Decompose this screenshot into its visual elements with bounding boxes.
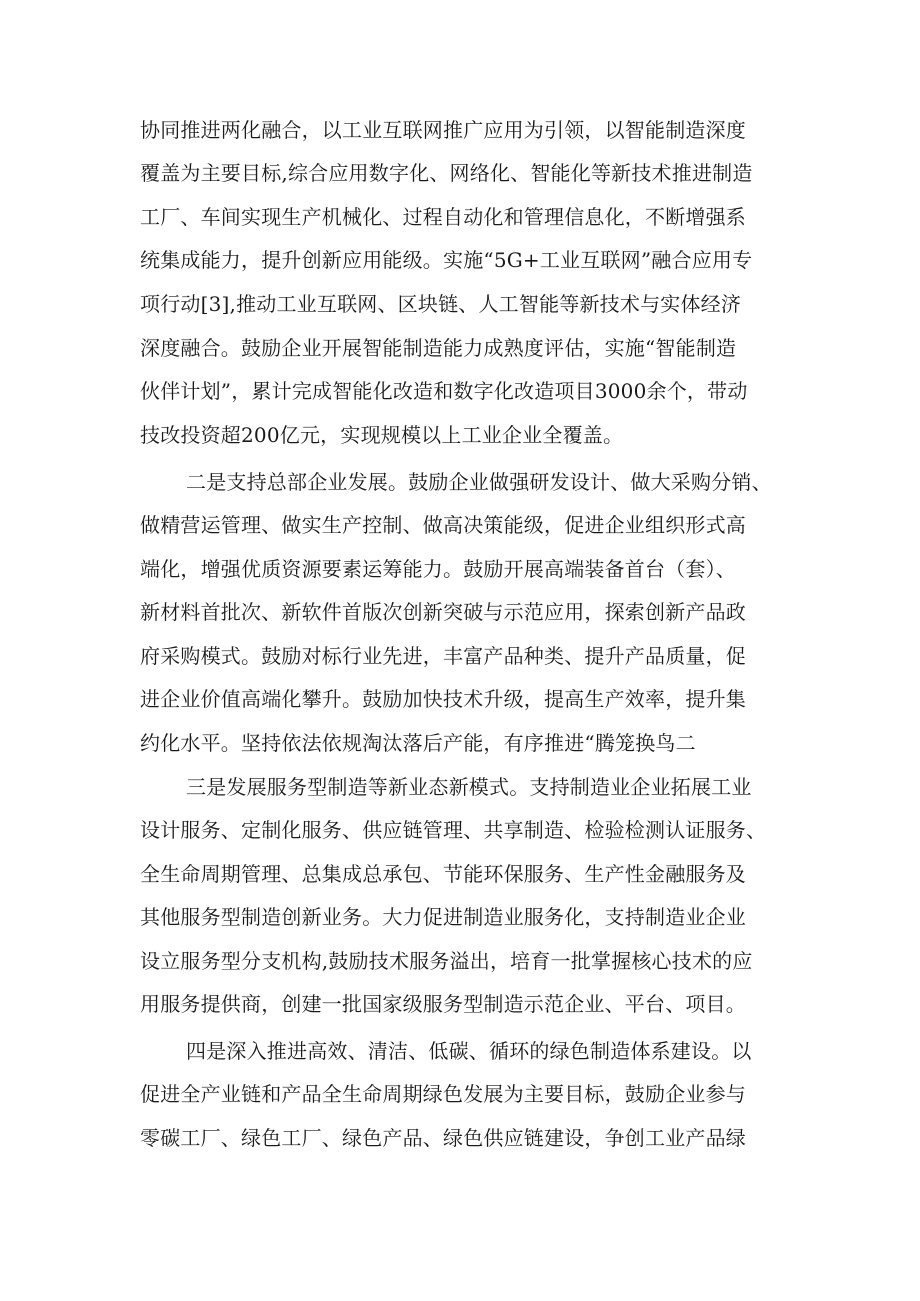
paragraph-2-line-2: 做精营运管理、做实生产控制、做高决策能级，促进企业组织形式高 [140, 513, 746, 537]
paragraph-2-line-5: 府采购模式。鼓励对标行业先进，丰富产品种类、提升产品质量，促 [140, 644, 746, 668]
paragraph-3-line-6: 用服务提供商，创建一批国家级服务型制造示范企业、平台、项目。 [140, 992, 746, 1016]
paragraph-1-line-3: 工厂、车间实现生产机械化、过程自动化和管理信息化，不断增强系 [140, 205, 746, 229]
paragraph-1-line-4: 统集成能力，提升创新应用能级。实施“5G+工业互联网”融合应用专 [140, 248, 753, 272]
paragraph-4-line-2: 促进全产业链和产品全生命周期绿色发展为主要目标，鼓励企业参与 [140, 1082, 746, 1106]
paragraph-2-line-7: 约化水平。坚持依法依规淘汰落后产能，有序推进“腾笼换鸟二 [140, 731, 696, 755]
paragraph-2-line-4: 新材料首批次、新软件首版次创新突破与示范应用，探索创新产品政 [140, 600, 746, 624]
paragraph-3-line-3: 全生命周期管理、总集成总承包、节能环保服务、生产性金融服务及 [140, 862, 746, 886]
paragraph-4-line-3: 零碳工厂、绿色工厂、绿色产品、绿色供应链建设，争创工业产品绿 [140, 1126, 746, 1150]
paragraph-1-line-6: 深度融合。鼓励企业开展智能制造能力成熟度评估，实施“智能制造 [140, 336, 737, 360]
paragraph-1-line-1: 协同推进两化融合，以工业互联网推广应用为引领，以智能制造深度 [140, 118, 746, 142]
paragraph-3-line-4: 其他服务型制造创新业务。大力促进制造业服务化，支持制造业企业 [140, 905, 746, 929]
paragraph-4-line-1: 四是深入推进高效、清洁、低碳、循环的绿色制造体系建设。以 [186, 1039, 752, 1063]
paragraph-1-line-7: 伙伴计划”，累计完成智能化改造和数字化改造项目3000余个，带动 [140, 379, 748, 403]
paragraph-2-line-6: 进企业价值高端化攀升。鼓励加快技术升级，提高生产效率，提升集 [140, 687, 746, 711]
paragraph-1-line-5: 项行动[3],推动工业互联网、区块链、人工智能等新技术与实体经济 [140, 292, 742, 316]
paragraph-1-line-2: 覆盖为主要目标,综合应用数字化、网络化、智能化等新技术推进制造 [140, 161, 753, 185]
paragraph-3-line-1: 三是发展服务型制造等新业态新模式。支持制造业企业拓展工业 [186, 775, 752, 799]
paragraph-3-line-2: 设计服务、定制化服务、供应链管理、共享制造、检验检测认证服务、 [140, 818, 767, 842]
paragraph-2-line-3: 端化，增强优质资源要素运筹能力。鼓励开展高端装备首台（套）、 [140, 557, 736, 581]
paragraph-3-line-5: 设立服务型分支机构,鼓励技术服务溢出，培育一批掌握核心技术的应 [140, 949, 753, 973]
paragraph-1-line-8: 技改投资超200亿元，实现规模以上工业企业全覆盖。 [140, 423, 624, 447]
paragraph-2-line-1: 二是支持总部企业发展。鼓励企业做强研发设计、做大采购分销、 [186, 470, 772, 494]
